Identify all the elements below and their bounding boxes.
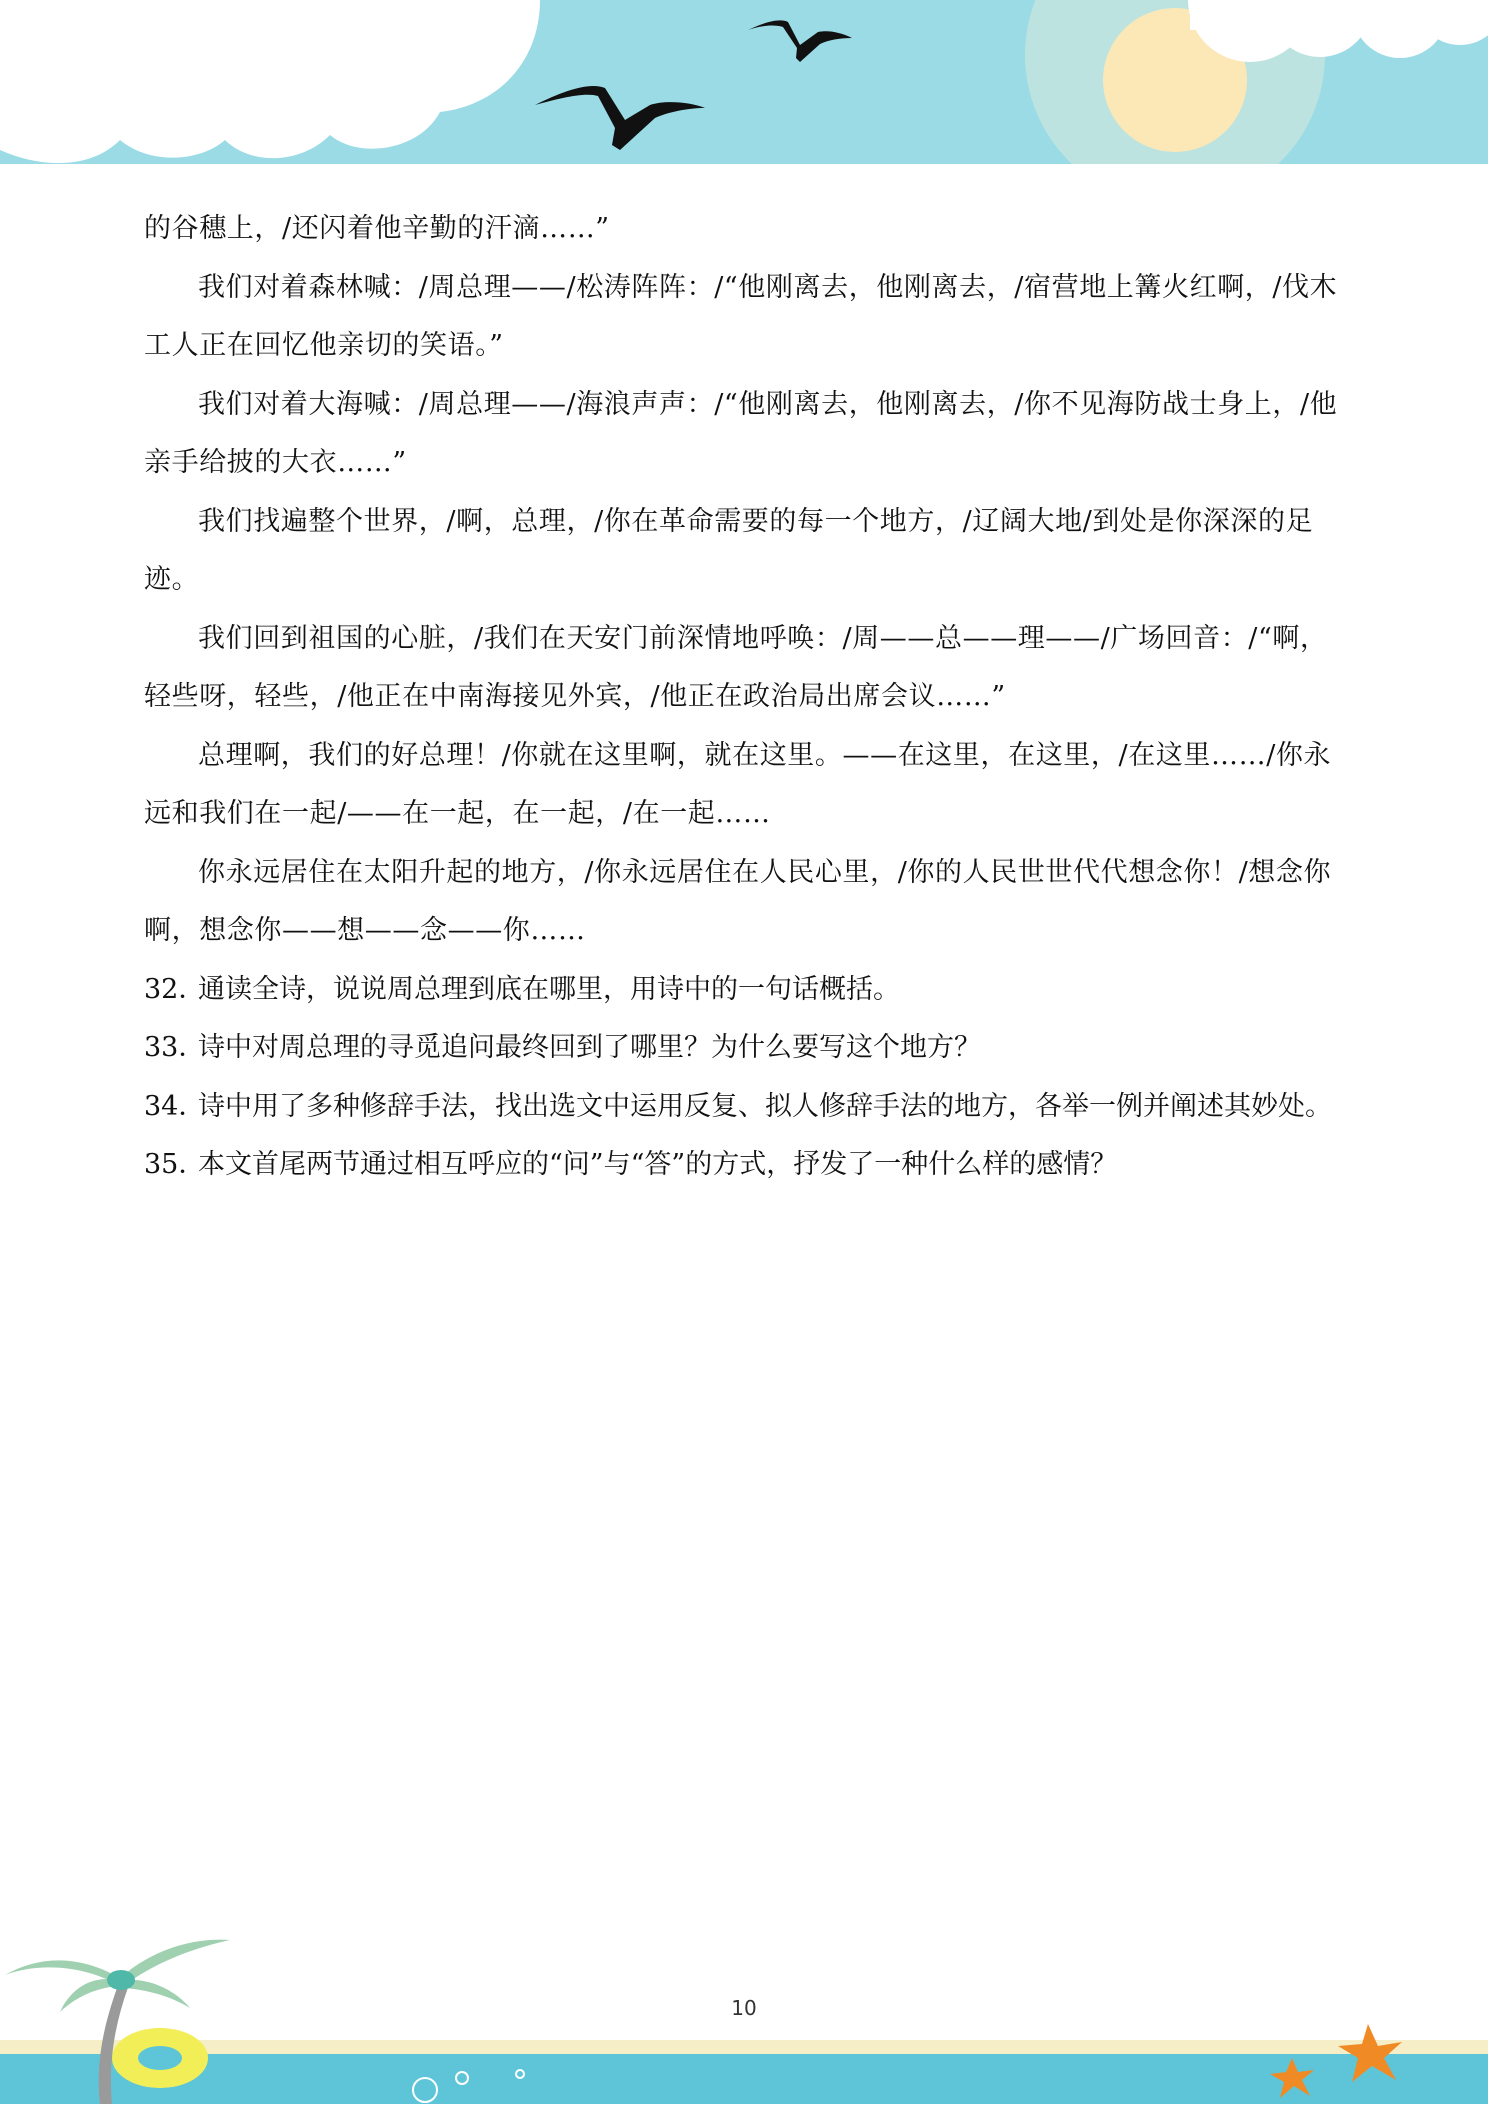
question-text: 通读全诗，说说周总理到底在哪里，用诗中的一句话概括。 [198, 973, 900, 1005]
poem-stanza-tiananmen: 我们回到祖国的心脏，/我们在天安门前深情地呼唤：/周——总——理——/广场回音：/“啊，轻些呀，轻些，/他正在中南海接见外宾，/他正在政治局出席会议……” [144, 622, 1328, 712]
question-number: 34． [144, 1090, 206, 1122]
poem-stanza-sun: 你永远居住在太阳升起的地方，/你永远居住在人民心里，/你的人民世世代代想念你！/想念你啊，想念你——想——念——你…… [144, 856, 1332, 946]
footer-decoration [0, 1900, 1488, 2104]
poem-stanza-forest: 我们对着森林喊：/周总理——/松涛阵阵：/“他刚离去，他刚离去，/宿营地上篝火红啊，/伐木工人正在回忆他亲切的笑语。” [144, 271, 1338, 361]
sand-strip [0, 2040, 1488, 2054]
question-text: 诗中对周总理的寻觅追问最终回到了哪里？为什么要写这个地方？ [198, 1032, 981, 1063]
poem-stanza-here: 总理啊，我们的好总理！/你就在这里啊，就在这里。——在这里，在这里，/在这里……/你永远和我们在一起/——在一起，在一起，/在一起…… [144, 739, 1332, 829]
poem-stanza-world: 我们找遍整个世界，/啊，总理，/你在革命需要的每一个地方，/辽阔大地/到处是你深深的足迹。 [144, 505, 1314, 595]
question-text: 诗中用了多种修辞手法，找出选文中运用反复、拟人修辞手法的地方，各举一例并阐述其妙处。 [198, 1090, 1332, 1122]
sea-strip [0, 2054, 1488, 2104]
poem-stanza-sea: 我们对着大海喊：/周总理——/海浪声声：/“他刚离去，他刚离去，/你不见海防战士身上，/他亲手给披的大衣……” [144, 388, 1338, 478]
question-number: 35． [144, 1149, 206, 1180]
question-35 [144, 1136, 1350, 1195]
question-text: 本文首尾两节通过相互呼应的“问”与“答”的方式，抒发了一种什么样的感情？ [198, 1149, 1118, 1180]
page-number: 10 [731, 1996, 757, 2020]
question-number: 33． [144, 1032, 206, 1063]
question-34 [144, 1078, 1350, 1137]
question-32 [144, 961, 1350, 1020]
page-content [144, 200, 1350, 1195]
swim-ring-illustration [112, 2028, 208, 2088]
question-number: 32． [144, 973, 206, 1005]
question-33 [144, 1019, 1350, 1078]
poem-line: 的谷穗上，/还闪着他辛勤的汗滴……” [144, 213, 610, 244]
header-decoration [0, 0, 1488, 168]
